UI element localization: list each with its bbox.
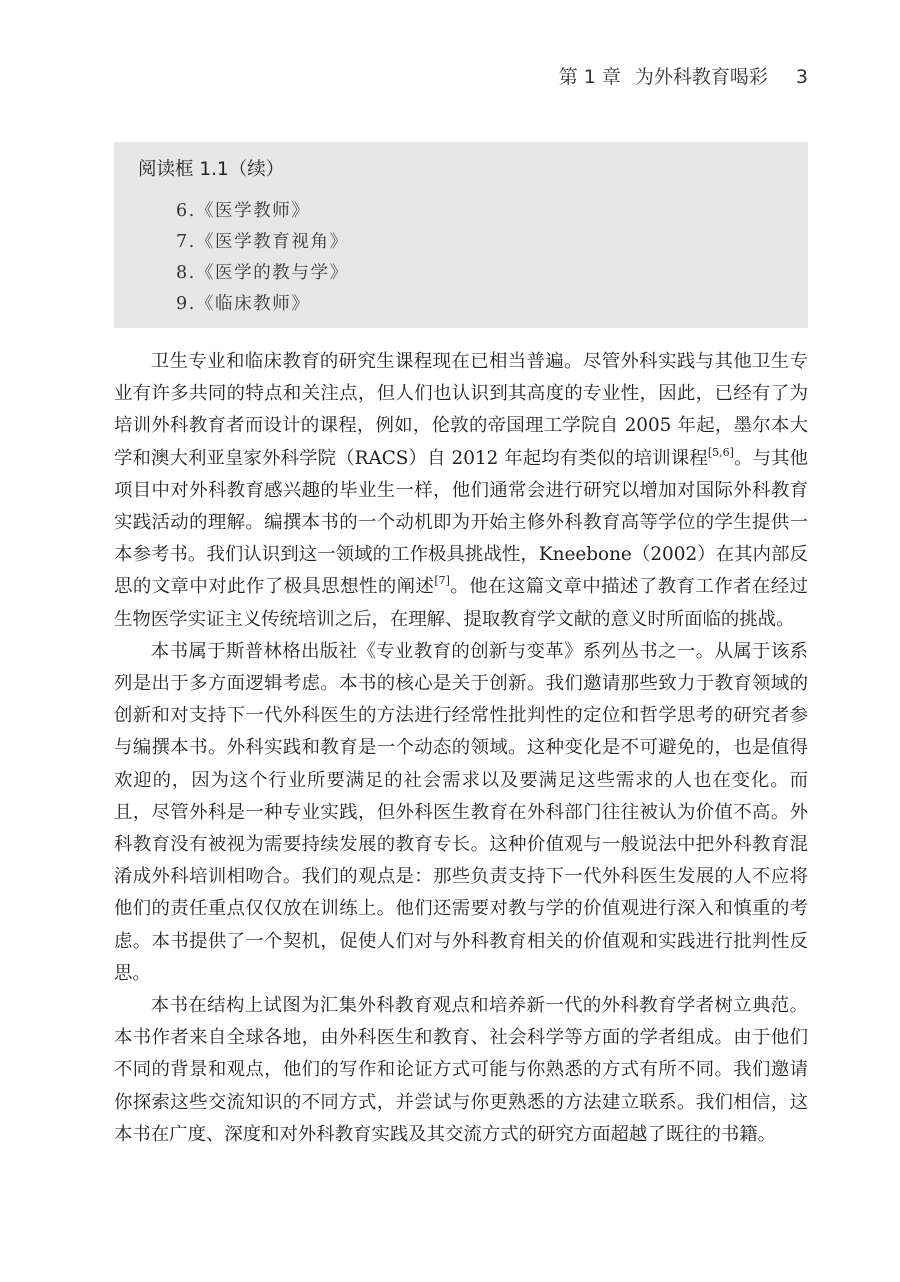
reading-box-list xyxy=(176,196,784,320)
body-text xyxy=(114,346,808,1151)
reading-box-item: 9.《临床教师》 xyxy=(176,294,311,314)
reading-box-title: 阅读框 1.1（续） xyxy=(138,159,285,180)
chapter-title: 为外科教育喝彩 xyxy=(634,66,768,88)
paragraph-1 xyxy=(114,346,808,636)
citation-ref: [7] xyxy=(434,574,450,588)
page-number: 3 xyxy=(795,66,808,88)
citation-ref: [5,6] xyxy=(707,445,734,459)
reading-box-item: 8.《医学的教与学》 xyxy=(176,263,349,283)
reading-box-item: 7.《医学教育视角》 xyxy=(176,232,349,252)
running-header xyxy=(559,62,808,89)
paragraph-text: 。与其他项目中对外科教育感兴趣的毕业生一样，他们通常会进行研究以增加对国际外科教育实践活动的理解。编撰本书的一个动机即为开始主修外科教育高等学位的学生提供一本参考书。我们认识到这一领域的工作极具挑战性，Kneebone（2002）在其内部反思的文章中对此作了极具思想性的阐述 xyxy=(114,447,808,598)
reading-box xyxy=(114,142,808,328)
paragraph-2: 本书属于斯普林格出版社《专业教育的创新与变革》系列丛书之一。从属于该系列是出于多方面逻辑考虑。本书的核心是关于创新。我们邀请那些致力于教育领域的创新和对支持下一代外科医生的方法进行经常性批判性的定位和哲学思考的研究者参与编撰本书。外科实践和教育是一个动态的领域。这种变化是不可避免的，也是值得欢迎的，因为这个行业所要满足的社会需求以及要满足这些需求的人也在变化。而且，尽管外科是一种专业实践，但外科医生教育在外科部门往往被认为价值不高。外科教育没有被视为需要持续发展的教育专长。这种价值观与一般说法中把外科教育混淆成外科培训相吻合。我们的观点是：那些负责支持下一代外科医生发展的人不应将他们的责任重点仅仅放在训练上。他们还需要对教与学的价值观进行深入和慎重的考虑。本书提供了一个契机，促使人们对与外科教育相关的价值观和实践进行批判性反思。 xyxy=(114,640,808,984)
paragraph-3: 本书在结构上试图为汇集外科教育观点和培养新一代的外科教育学者树立典范。本书作者来自全球各地，由外科医生和教育、社会科学等方面的学者组成。由于他们不同的背景和观点，他们的写作和论证方式可能与你熟悉的方式有所不同。我们邀请你探索这些交流知识的不同方式，并尝试与你更熟悉的方法建立联系。我们相信，这本书在广度、深度和对外科教育实践及其交流方式的研究方面超越了既往的书籍。 xyxy=(114,995,808,1145)
reading-box-item: 6.《医学教师》 xyxy=(176,201,311,221)
chapter-label: 第 1 章 xyxy=(558,66,621,88)
paragraph-text: 卫生专业和临床教育的研究生课程现在已相当普遍。尽管外科实践与其他卫生专业有许多共同的特点和关注点，但人们也认识到其高度的专业性，因此，已经有了为培训外科教育者而设计的课程，例如，伦敦的帝国理工学院自 2005 年起，墨尔本大学和澳大利亚皇家外科学院（RACS）自 2012 年起均有类似的培训课程 xyxy=(114,351,808,469)
paragraph-text: 。他在这篇文章中描述了教育工作者在经过生物医学实证主义传统培训之后，在理解、提取教育学文献的意义时所面临的挑战。 xyxy=(114,576,808,630)
